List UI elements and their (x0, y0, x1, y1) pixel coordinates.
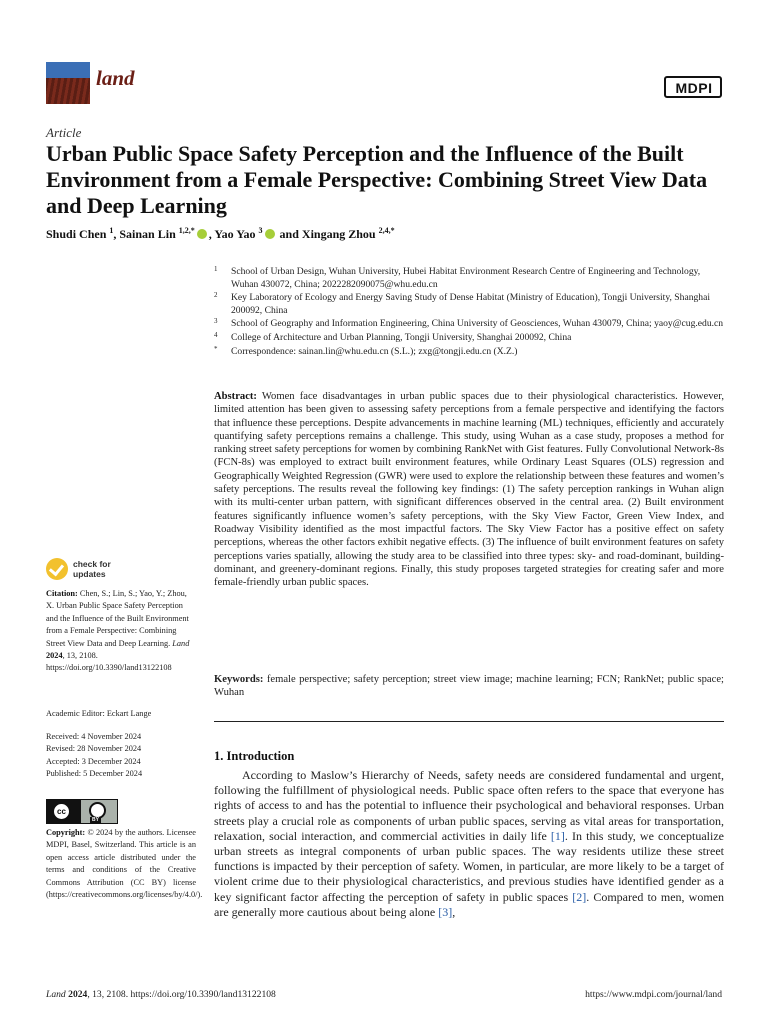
footer-journal-url[interactable]: https://www.mdpi.com/journal/land (585, 989, 722, 1000)
citation-link[interactable]: [2] (572, 889, 587, 904)
author-name: Yao Yao (214, 227, 256, 241)
footer-year: 2024 (68, 989, 88, 1000)
affiliation (214, 266, 724, 291)
intro-text: According to Maslow’s Hierarchy of Needs, safety needs are considered fundamental and urgent, following the fulfillment of physiological needs. Public space often refers to the space that everyone has rights of access to and has the potential to influence their psychological and behavioral responses. Urban streets play a crucial role as components of urban public spaces, serving as vital areas for transportation, relaxation, social interaction, and commercial activities in daily life (214, 768, 724, 843)
abstract-label: Abstract: (214, 391, 257, 402)
introduction-paragraph (214, 768, 724, 920)
citation-link[interactable]: [3] (438, 904, 453, 919)
author-affil-mark: 3 (258, 226, 263, 235)
section-divider (214, 721, 724, 722)
affiliation-text: College of Architecture and Urban Planning, Tongji University, Shanghai 200092, China (231, 331, 572, 343)
footer-journal: Land (46, 989, 66, 1000)
affiliation-number: 1 (214, 265, 218, 273)
cc-by-license-badge[interactable] (46, 799, 118, 824)
affiliation-text: School of Geography and Information Engineering, China University of Geosciences, Wuhan 430079, China; yaoy@cug.edu.cn (231, 318, 724, 330)
correspondence (214, 346, 724, 359)
keywords-label: Keywords: (214, 674, 264, 685)
orcid-icon[interactable] (197, 229, 207, 239)
date-accepted: Accepted: 3 December 2024 (46, 756, 141, 766)
author-name: Shudi Chen (46, 227, 107, 241)
affiliation-number: 3 (214, 317, 218, 326)
check-mark-icon (46, 558, 68, 580)
affiliation-number: 4 (214, 330, 218, 339)
affiliation (214, 318, 724, 331)
date-published: Published: 5 December 2024 (46, 769, 143, 779)
keywords-text: female perspective; safety perception; street view image; machine learning; FCN; RankNet; public space; Wuhan (214, 674, 724, 699)
cc-icon: cc (52, 802, 71, 821)
author-name: Xingang Zhou (301, 227, 376, 241)
orcid-icon[interactable] (265, 229, 275, 239)
abstract (214, 390, 724, 589)
publisher-name: MDPI (675, 80, 713, 96)
check-for-updates-line1: check for (73, 559, 111, 569)
intro-text: . In this study, we conceptualize urban streets as integral components of urban public spaces. The way residents utilize these street functions is impacted by their perception of safety. Women, in particular, are more likely to be a target of violent crime due to their physiological characteristics, and previous studies have identified gender as a key significant factor affecting the perception of safety in public spaces (214, 828, 724, 904)
academic-editor: Academic Editor: Eckart Lange (46, 709, 152, 718)
footer-citation (46, 989, 276, 1000)
affiliation-text: Key Laboratory of Ecology and Energy Saving Study of Dense Habitat (Ministry of Education), Tongji University, Shanghai 200092, China (231, 292, 711, 316)
affiliation (214, 332, 724, 345)
author-name: Sainan Lin (119, 227, 176, 241)
affiliation-text: School of Urban Design, Wuhan University, Hubei Habitat Environment Research Centre of Engineering and Technology, Wuhan 430072, China; 2022282090075@whu.edu.cn (231, 266, 701, 290)
publisher-logo (664, 72, 724, 100)
section-heading: 1. Introduction (214, 749, 295, 763)
intro-text: , (452, 904, 456, 919)
citation-link[interactable]: [1] (550, 828, 565, 843)
by-label: BY (92, 817, 99, 823)
affiliation-text: Correspondence: sainan.lin@whu.edu.cn (S.L.); zxg@tongji.edu.cn (X.Z.) (231, 345, 518, 357)
copyright-label: Copyright: (46, 828, 86, 837)
citation-block: Citation: Chen, S.; Lin, S.; Yao, Y.; Zhou, X. Urban Public Space Safety Perception and the Influence of the Built Environment from a Female Perspective: Combining Street View Data and Deep Learning. Land 2024, 13, 2108. https://doi.org/10.3390/land13122108 (46, 589, 190, 673)
citation-year: 2024 (46, 651, 63, 661)
citation-doi[interactable]: 13, 2108. https://doi.org/10.3390/land13122108 (46, 651, 172, 673)
intro-text: . Compared to men, women are generally more cautious about being alone (214, 889, 724, 919)
abstract-text: Women face disadvantages in urban public spaces due to their physiological characteristics. However, limited attention has been given to assessing safety perceptions from a female perspective and identifying the factors that influence these perceptions. Despite advancements in machine learning (ML) techniques, efficiently and accurately quantifying safety perceptions remains a challenge. This study, using Wuhan as a case study, proposes a method for ranking street safety perceptions for women by combining RankNet with Gist features. Fully Convolutional Network-8s (FCN-8s) was employed to extract built environment features, while Ordinary Least Squares (OLS) regression and Geographically Weighted Regression (GWR) were used to explore the relationship between these features and women’s safety perceptions. The results reveal the following key findings: (1) The safety perception rankings in Wuhan align with its multi-center urban pattern, with significant differences observed in the central area. (2) Built environment features significantly influence women’s safety perceptions, with the Sky View Factor, Green View Index, and Roadway Visibility identified as the most impactful factors. The Sky View Factor has a positive effect on safety perceptions, whereas the other factors exhibit negative effects. (3) The influence of built environment features on safety perceptions varies spatially, allowing the study area to be classified into three types: sky- and road-dominant, building-dominant, and greenery-dominant regions. Finally, this study proposes targeted strategies for creating safer and more female-friendly urban public spaces. (214, 391, 725, 589)
affiliation-list (214, 266, 724, 359)
check-for-updates-line2: updates (73, 569, 106, 579)
paper-title: Urban Public Space Safety Perception and the Influence of the Built Environment from a Female Perspective: Combining Street View Data and Deep Learning (46, 141, 708, 218)
logo-sky (46, 62, 90, 78)
author-list: Shudi Chen $^1$, Sainan Lin $^{1,2,*}$ , Yao Yao $^3$ and Xingang Zhou $^{2,4,*}$ (46, 226, 395, 241)
journal-name: land (96, 66, 135, 90)
date-received: Received: 4 November 2024 (46, 732, 142, 741)
keywords (214, 673, 724, 700)
publication-dates (46, 731, 196, 781)
check-for-updates-label (73, 559, 111, 579)
author-affil-mark: 1,2,* (178, 226, 195, 235)
citation-journal: Land (172, 638, 190, 648)
copyright-notice (46, 827, 203, 901)
journal-logo (46, 62, 90, 104)
copyright-text: © 2024 by the authors. Licensee MDPI, Basel, Switzerland. This article is an open access article distributed under the terms and conditions of the Creative Commons Attribution (CC BY) license (https://creativecommons.org/licenses/by/4.0/). (46, 828, 203, 900)
affiliation-number: 2 (214, 291, 218, 300)
logo-field (46, 78, 90, 104)
date-revised: Revised: 28 November 2024 (46, 744, 142, 754)
author-affil-mark: 1 (109, 226, 114, 235)
affiliation (214, 292, 724, 317)
check-for-updates-button[interactable] (46, 558, 156, 582)
citation-label: Citation: (46, 589, 78, 598)
affiliation-number: * (214, 344, 218, 353)
article-type: Article (46, 125, 82, 140)
citation-text: Chen, S.; Lin, S.; Yao, Y.; Zhou, X. Urban Public Space Safety Perception and the Influence of the Built Environment from a Female Perspective: Combining Street View Data and Deep Learning. (46, 589, 189, 648)
footer-doi[interactable]: , 13, 2108. https://doi.org/10.3390/land13122108 (87, 989, 276, 1000)
author-affil-mark: 2,4,* (378, 226, 395, 235)
